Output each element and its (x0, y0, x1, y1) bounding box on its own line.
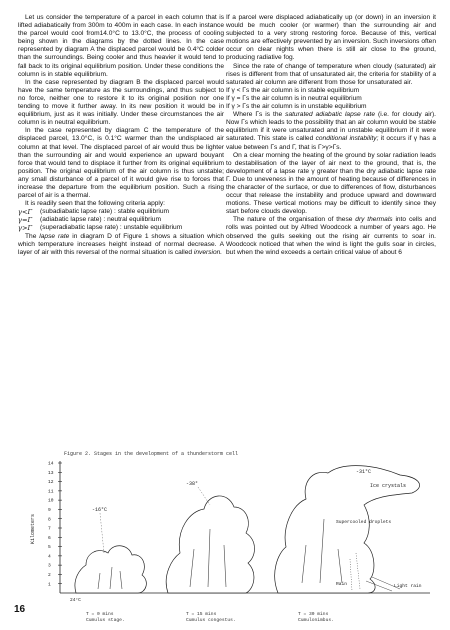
stage-label (186, 612, 236, 624)
criterion-row (18, 208, 224, 216)
page-number: 16 (14, 604, 26, 615)
emphasis: lapse rate (39, 232, 70, 240)
light-rain-label: Light rain (394, 584, 422, 589)
paragraph: It is readily seen that the following criteria apply: (25, 200, 166, 208)
paragraph (226, 216, 436, 256)
criterion-symbol: γ>Γ (18, 224, 33, 233)
stability-rule: If γ < Γs the air column is in stable equilibrium (226, 86, 360, 94)
stage-name: Cumulus stage. (86, 618, 125, 623)
y-tick-label: 9 (48, 508, 51, 514)
text-run: The (25, 232, 40, 240)
text-run: The nature of the organisation of these (233, 216, 356, 224)
stability-rule: If γ > Γs the air column is in unstable equilibrium (226, 103, 367, 111)
rain-label: Rain (336, 582, 348, 587)
left-column (18, 14, 224, 257)
text-run: in diagram D of Figure 1 shows a situation which which temperature increases height instead of normal decrease. A layer of air with this reversal of the normal situation is called (18, 232, 224, 256)
y-tick-label: 12 (48, 480, 54, 486)
temp-label: -38° (186, 481, 199, 487)
cumulus-cloud (75, 546, 146, 593)
stage-label (86, 612, 125, 624)
y-tick-label: 1 (48, 582, 51, 588)
stage-time: T = 30 mins (298, 612, 329, 617)
y-tick-label: 3 (48, 563, 51, 569)
y-tick-label: 11 (48, 489, 54, 495)
y-tick-label: 13 (48, 470, 54, 476)
paragraph (226, 111, 436, 151)
text-run: into cells and rolls was pointed out by Alfred Woodcock a number of years ago. He observed the gulls seeking out the rising air currents to soar in. Woodcock noticed that when the wind is light the gulls soar in circles, but when the wind exceeds a certain critical value of about 6 (226, 216, 436, 256)
temp-label: -16°C (92, 507, 108, 513)
stability-rule: If γ = Γs the air column is in neutral equilibrium (226, 94, 362, 102)
y-tick-label: 5 (48, 545, 51, 551)
criterion-symbol: γ<Γ (18, 208, 33, 217)
criterion-text: (subadiabatic lapse rate) : stable equilibrium (40, 208, 170, 216)
paragraph: In the case represented by diagram C the temperature of the displaced parcel, 13.0°C, is 0.1°C warmer than the undisplaced air column at that level. The displaced parcel of air would thus be lighter than the surrounding air and would experience an upward bouyant force that would tend to displace it further from its original equilibrium position. The original equilibrium of the air column is thus unstable; any small disturbance of a parcel of it would give rise to forces that increase the departure from the equilibrium position. Such a rising parcel of air is a thermal. (18, 127, 224, 200)
criterion-text: (adiabatic lapse rate) : neutral equilibrium (40, 216, 161, 224)
paragraph: In the case represented by diagram B the displaced parcel would have the same temperature as the surroundings, and thus subject to no force, neither one to restore it to its original position nor one tending to move it further away. In its new position it would be in equilibrium, just as it was initially. Under these circumstances the air column is in neutral equilibrium. (18, 78, 224, 127)
text-run: Where Γs is the (233, 111, 286, 119)
thunderstorm-figure (20, 449, 440, 611)
stage-name: Cumulonimbus. (298, 618, 334, 623)
paragraph-closing (18, 233, 224, 257)
criterion-row (18, 224, 224, 232)
paragraph: Since the rate of change of temperature when cloudy (saturated) air rises is different from that of unsaturated air, the criteria for stability of a saturated air column are different from those for unsaturated air. (226, 62, 436, 86)
paragraph: Let us consider the temperature of a parcel in each column that is lifted adiabatically from 300m to 400m in each case. In each instance the parcel would cool from14.0°C to 13.0°C, the process of cooling being shown in the diagrams by the dotted lines. In the case represented by diagram A the displaced parcel would be 0.4°C colder than the surroundings. Being cooler and thus heavier it would tend to fall back to its original equilibrium position. Under these conditions the column is in stable equilibrium. (18, 14, 224, 78)
right-column (226, 14, 436, 257)
stage-time: T = 15 mins (186, 612, 217, 617)
y-tick-label: 14 (48, 461, 54, 467)
temp-label: -31°C (356, 469, 372, 475)
stage-name: Cumulus congestus. (186, 618, 236, 623)
congestus-cloud (166, 496, 254, 593)
y-tick-label: 2 (48, 573, 51, 579)
criterion-text: (superadiabatic lapse rate) : unstable equilibrium (40, 224, 183, 232)
stage-time: T = 0 mins (86, 612, 114, 617)
temp-label: 24°C (70, 598, 81, 603)
paragraph: On a clear morning the heating of the ground by solar radiation leads to destabilisation of the layer of air next to the ground, that is, the development of a lapse rate γ greater than the dry adiabatic lapse rate Γ. Due to uneveness in the amount of heating because of differences in the character of the surface, or due to differences of flow, disturbances occur that release the instability and produce upward and downward motions. These vertical motions may be difficult to identify since they start before clouds develop. (226, 151, 436, 216)
y-tick-label: 4 (48, 554, 51, 560)
emphasis: saturated adiabatic lapse rate (285, 111, 376, 119)
y-tick-label: 10 (48, 498, 54, 504)
y-tick-label: 8 (48, 517, 51, 523)
text-run: it occurs if γ has a value between Γs and Γ, that is Γ>γ>Γs. (226, 135, 436, 151)
figure-caption: Figure 2. Stages in the development of a thunderstorm cell (64, 451, 239, 457)
supercooled-label: Supercooled droplets (336, 520, 392, 525)
y-axis-label: Kilometers (30, 513, 36, 544)
y-tick-label: 6 (48, 535, 51, 541)
criterion-symbol: γ=Γ (18, 216, 33, 225)
paragraph: If a parcel were displaced adiabatically up (or down) in an inversion it would be much cooler (or warmer) than the surrounding air and subjected to a very strong restoring force. Because of this, vertical motions are effectively prevented by an inversion. Such inversions often occur on clear nights when there is still air close to the ground, producing radiative fog. (226, 14, 436, 62)
ice-label: Ice crystals (370, 483, 407, 489)
emphasis: conditional instability; (315, 135, 379, 143)
emphasis: inversion. (193, 248, 223, 256)
y-tick-label: 7 (48, 526, 51, 532)
stage-label (298, 612, 334, 624)
emphasis: dry thermals (355, 216, 393, 224)
criterion-row (18, 216, 224, 224)
text-run: (i.e. for cloudy air). Now Γs which leads to the possibility that an air column would be stable equilibrium if it were unsaturated and in unstable equilibrium if it were saturated. This state is called (226, 111, 436, 143)
